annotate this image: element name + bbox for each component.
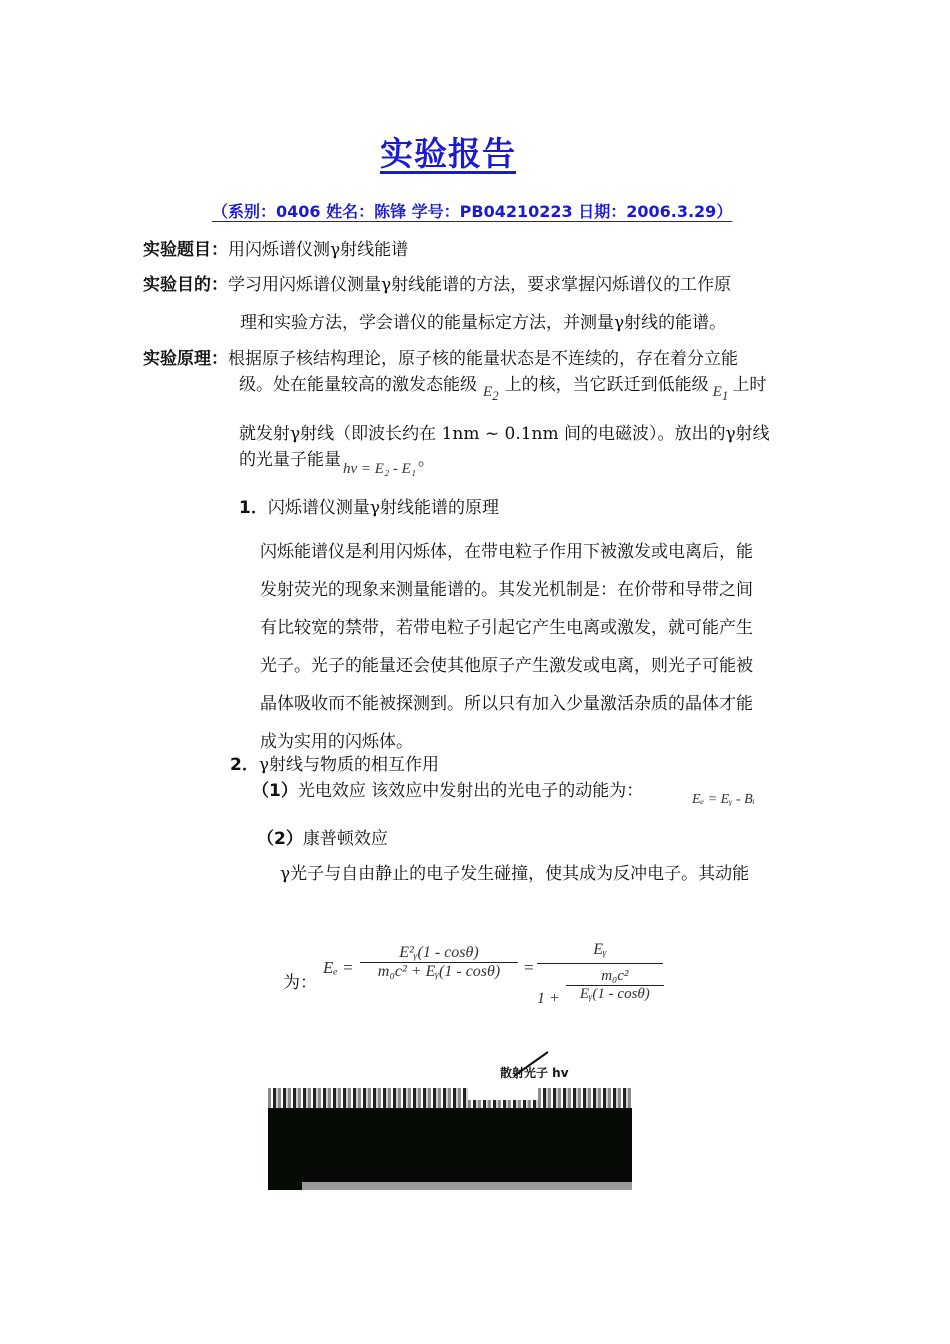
principle-line-1: 根据原子核结构理论，原子核的能量状态是不连续的，存在着分立能	[228, 349, 738, 369]
fraction-2-inner-denominator: Eᵧ(1 - cosθ)	[579, 986, 650, 1002]
principle-line-2c: 上时	[732, 375, 767, 395]
principle-line-2a: 级。处在能量较高的激发态能级	[239, 375, 477, 395]
item2-sub1	[252, 781, 643, 801]
report-title: 实验报告	[380, 134, 516, 173]
item1-paragraph	[260, 533, 753, 761]
compton-line: γ光子与自由静止的电子发生碰撞，使其成为反冲电子。其动能	[280, 864, 750, 884]
item2-title: γ射线与物质的相互作用	[258, 755, 440, 775]
item1-line: 成为实用的闪烁体。	[260, 732, 413, 752]
principle-line-4a: 的光量子能量	[239, 450, 341, 470]
sub2-text: 康普顿效应	[302, 829, 388, 849]
item1-line: 晶体吸收而不能被探测到。所以只有加入少量激活杂质的晶体才能	[260, 694, 753, 714]
math-e1: $E_1$	[712, 384, 729, 403]
item2-number: 2．	[230, 755, 259, 775]
item1-line: 光子。光子的能量还会使其他原子产生激发或电离，则光子可能被	[260, 656, 753, 676]
purpose-line-1: 学习用闪烁谱仪测量γ射线能谱的方法，要求掌握闪烁谱仪的工作原	[228, 275, 732, 295]
topic-label: 实验题目：	[143, 240, 228, 260]
math-compton-lhs: Eₑ =	[323, 958, 354, 977]
item1-line: 有比较宽的禁带，若带电粒子引起它产生电离或激发，就可能产生	[260, 618, 753, 638]
fraction-2-inner-numerator: m₀c²	[601, 968, 629, 984]
purpose-line-2: 理和实验方法，学会谱仪的能量标定方法，并测量γ射线的能谱。	[240, 313, 727, 333]
item1-line: 闪烁能谱仪是利用闪烁体，在带电粒子作用下被激发或电离后，能	[260, 542, 753, 562]
principle-label: 实验原理：	[143, 349, 228, 369]
item2-sub2	[257, 829, 388, 849]
math-compton-fraction-2	[537, 941, 663, 1008]
item1-heading	[239, 498, 499, 518]
item1-number: 1．	[239, 498, 268, 518]
principle-line-2	[239, 375, 767, 403]
math-photoelectric-equation: Eₑ = Eᵧ - Bᵢ	[692, 792, 755, 807]
item1-line: 发射荧光的现象来测量能谱的。其发光机制是：在价带和导带之间	[260, 580, 753, 600]
purpose-label: 实验目的：	[143, 275, 228, 295]
item1-title: 闪烁谱仪测量γ射线能谱的原理	[267, 498, 500, 518]
report-meta: （系别：0406 姓名：陈锋 学号：PB04210223 日期：2006.3.29）	[212, 202, 733, 221]
purpose-row	[143, 275, 731, 295]
principle-line-4b: 。	[418, 450, 436, 470]
item2-heading	[230, 755, 439, 775]
principle-line-4	[239, 450, 436, 477]
sub2-label: （2）	[257, 829, 303, 849]
math-compton-fraction-1	[360, 944, 518, 981]
fraction-2-denominator: 1 + $\frac{\text{m₀c²}}{\text{Eᵧ(1 - cosθ)}}$	[537, 968, 663, 1003]
figure-image	[268, 1088, 632, 1190]
sub1-text: 光电效应 该效应中发射出的光电子的动能为：	[297, 781, 644, 801]
compton-prefix: 为：	[283, 973, 317, 993]
math-e2: $E_2$	[483, 384, 499, 403]
fraction-1-denominator: m₀c² + Eᵧ(1 - cosθ)	[377, 963, 501, 980]
math-hv-equation: hv = E₂ - E₁	[343, 461, 417, 477]
principle-line-2b: 上的核，当它跃迁到低能级	[504, 375, 709, 395]
fraction-2-numerator: Eᵧ	[593, 941, 607, 958]
topic-text: 用闪烁谱仪测γ射线能谱	[228, 240, 409, 260]
math-compton-equals: =	[523, 958, 535, 977]
principle-row	[143, 349, 738, 369]
figure-caption-fragment: 散射光子 hv	[500, 1066, 569, 1080]
sub1-label: （1）	[252, 781, 298, 801]
fraction-1-numerator: E²ᵧ(1 - cosθ)	[399, 944, 479, 961]
principle-line-3: 就发射γ射线（即波长约在 1nm ~ 0.1nm 间的电磁波）。放出的γ射线	[239, 424, 770, 444]
topic-row	[143, 240, 408, 260]
